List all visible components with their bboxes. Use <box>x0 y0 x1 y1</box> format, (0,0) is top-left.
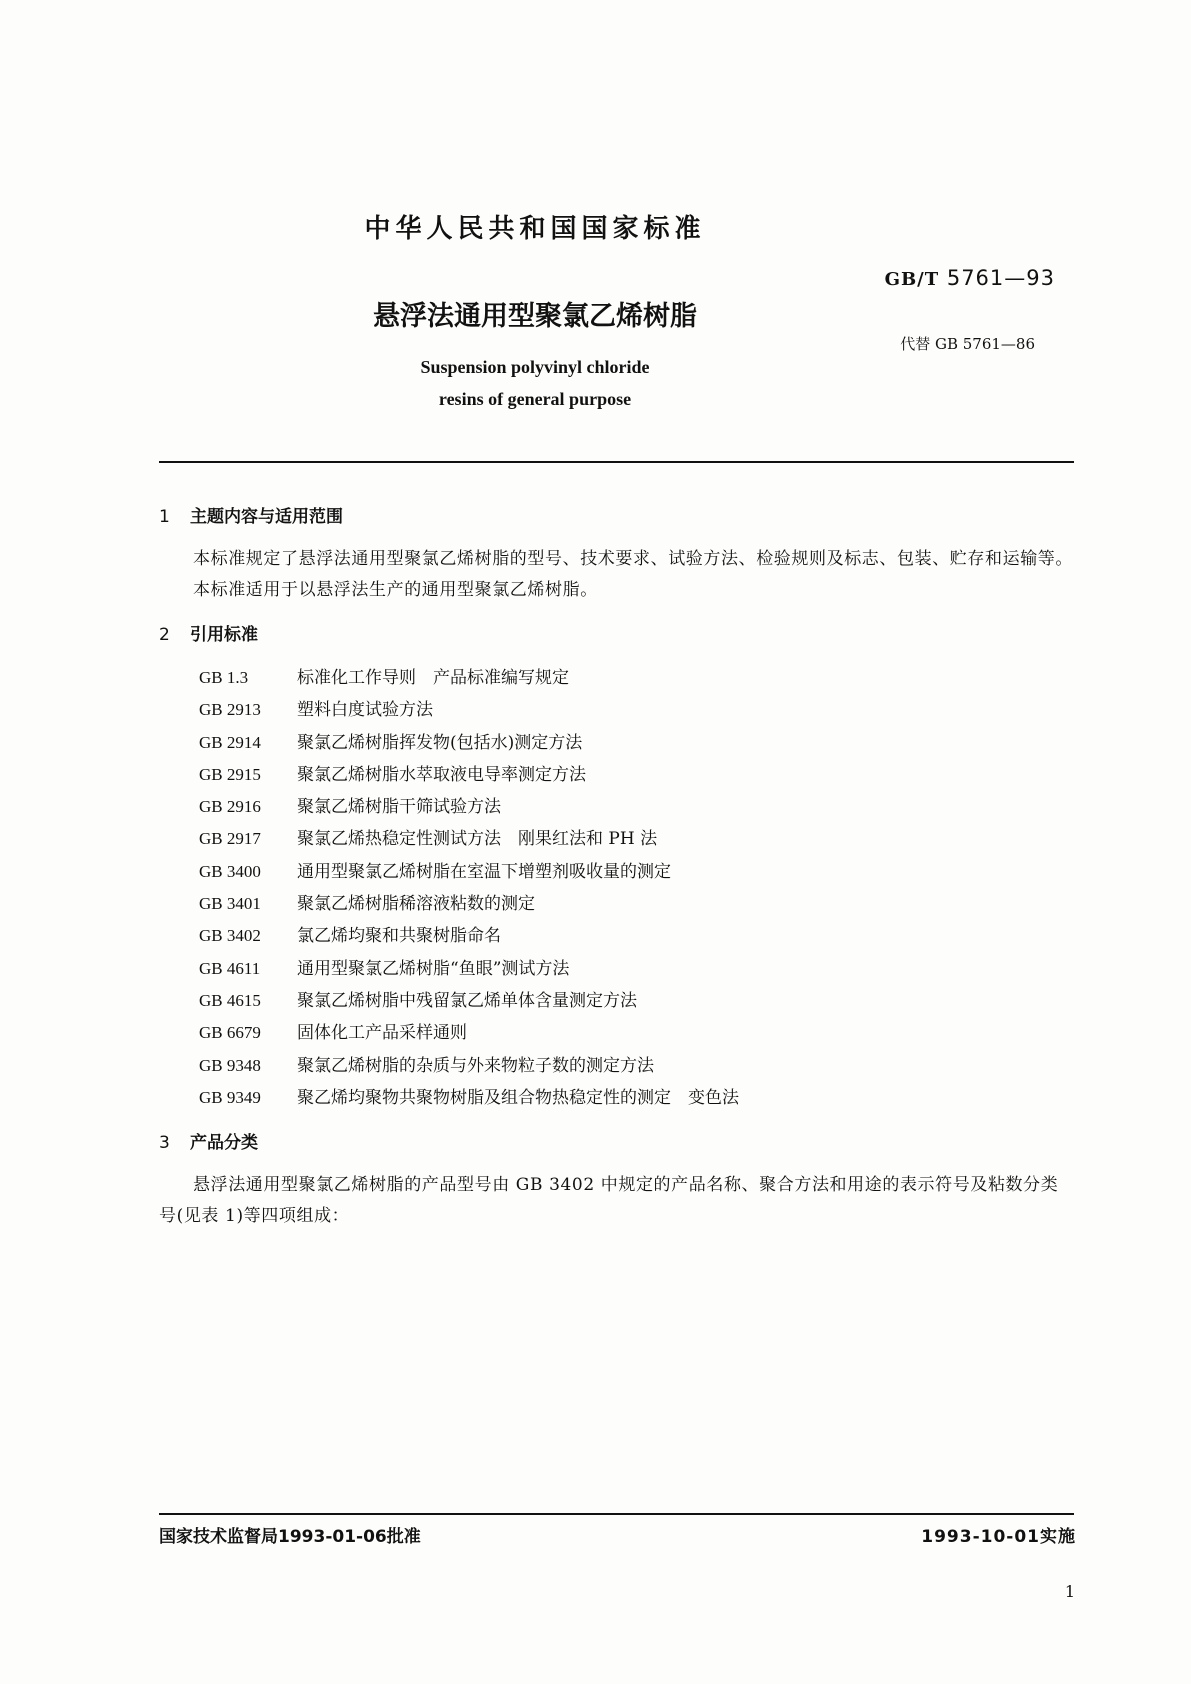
section-1-paragraph-2: 本标准适用于以悬浮法生产的通用型聚氯乙烯树脂。 <box>193 580 598 600</box>
section-number: 2 <box>159 625 170 645</box>
reference-item: GB 2913 塑料白度试验方法 <box>199 700 433 721</box>
reference-item: GB 9349 聚乙烯均聚物共聚物树脂及组合物热稳定性的测定 变色法 <box>199 1087 739 1108</box>
reference-item: GB 1.3 标准化工作导则 产品标准编写规定 <box>199 668 569 688</box>
section-1-paragraph-1: 本标准规定了悬浮法通用型聚氯乙烯树脂的型号、技术要求、试验方法、检验规则及标志、包装、贮存和运输等。 <box>193 549 1073 569</box>
section-3-heading <box>159 1128 1074 1158</box>
section-2-heading <box>159 620 1074 650</box>
reference-item: GB 2915 聚氯乙烯树脂水萃取液电导率测定方法 <box>199 764 586 785</box>
section-number: 3 <box>159 1133 170 1154</box>
footer-divider <box>159 1513 1074 1515</box>
section-3-paragraph-1: 悬浮法通用型聚氯乙烯树脂的产品型号由 GB 3402 中规定的产品名称、聚合方法和用途的表示符号及粘数分类号(见表 1)等四项组成： <box>159 1175 1059 1227</box>
reference-item: GB 2914 聚氯乙烯树脂挥发物(包括水)测定方法 <box>199 732 583 753</box>
replaces-standard: 代替 GB 5761—86 <box>900 335 1035 353</box>
reference-item: GB 2916 聚氯乙烯树脂干筛试验方法 <box>199 797 501 818</box>
page-number: 1 <box>1064 1582 1075 1601</box>
approval-date: 国家技术监督局1993-01-06批准 <box>159 1527 421 1547</box>
standard-code <box>885 266 1055 290</box>
reference-list <box>199 662 1074 1114</box>
section-1-heading <box>159 502 1074 532</box>
section-title: 引用标准 <box>190 625 258 645</box>
reference-item: GB 4611 通用型聚氯乙烯树脂“鱼眼”测试方法 <box>199 958 570 979</box>
section-title: 产品分类 <box>190 1133 258 1154</box>
section-title: 主题内容与适用范围 <box>190 507 343 527</box>
document-body <box>159 502 1074 1232</box>
standard-prefix: GB/T <box>884 269 940 290</box>
reference-item: GB 4615 聚氯乙烯树脂中残留氯乙烯单体含量测定方法 <box>199 990 637 1011</box>
document-title-en <box>0 351 1070 415</box>
reference-item: GB 3402 氯乙烯均聚和共聚树脂命名 <box>199 926 501 947</box>
standard-number: 5761—93 <box>946 266 1055 290</box>
title-en-line-2: resins of general purpose <box>438 389 632 409</box>
national-standard-heading: 中华人民共和国国家标准 <box>364 214 706 244</box>
title-en-line-1: Suspension polyvinyl chloride <box>420 357 650 377</box>
reference-item: GB 2917 聚氯乙烯热稳定性测试方法 刚果红法和 PH 法 <box>199 829 658 850</box>
reference-item: GB 3400 通用型聚氯乙烯树脂在室温下增塑剂吸收量的测定 <box>199 861 671 882</box>
reference-item: GB 6679 固体化工产品采样通则 <box>199 1023 467 1044</box>
reference-item: GB 9348 聚氯乙烯树脂的杂质与外来物粒子数的测定方法 <box>199 1055 654 1076</box>
implementation-date: 1993-10-01实施 <box>921 1527 1076 1547</box>
reference-item: GB 3401 聚氯乙烯树脂稀溶液粘数的测定 <box>199 894 535 915</box>
section-number: 1 <box>159 507 170 527</box>
document-title-cn: 悬浮法通用型聚氯乙烯树脂 <box>373 301 697 332</box>
header-divider <box>159 461 1074 463</box>
